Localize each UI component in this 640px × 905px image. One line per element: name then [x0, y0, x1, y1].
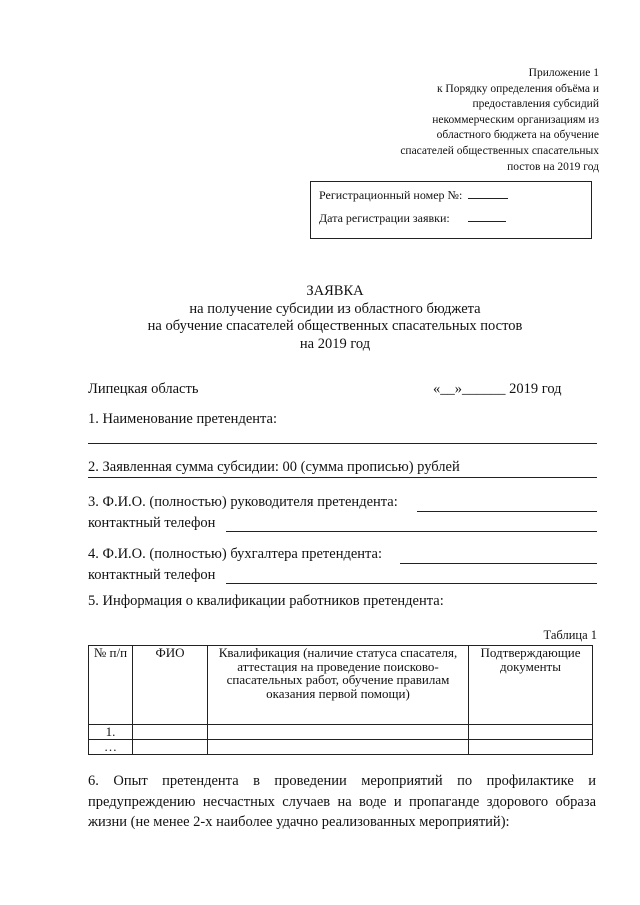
table-cell[interactable] — [469, 740, 593, 755]
table-cell: … — [89, 740, 133, 755]
place-text: Липецкая область — [88, 381, 199, 397]
item4-phone-blank[interactable] — [226, 583, 597, 584]
table-cell[interactable] — [469, 725, 593, 740]
appendix-line: предоставления субсидий — [472, 98, 599, 111]
registration-date-label: Дата регистрации заявки: — [319, 211, 450, 225]
table-row — [89, 740, 593, 755]
date-suffix: 2019 год — [505, 381, 562, 397]
title-line: на 2019 год — [299, 335, 371, 352]
date-prefix: «__»______ — [433, 381, 506, 397]
appendix-line: к Порядку определения объёма и — [436, 82, 599, 95]
header-qualification: Квалификация (наличие статуса спасателя, аттестация на проведение поисково-спасательных работ, обучение правилам оказания первой помощи) — [208, 646, 469, 725]
table-header-row — [89, 646, 593, 725]
item3-phone-blank[interactable] — [226, 531, 597, 532]
table-row — [89, 725, 593, 740]
table-caption: Таблица 1 — [543, 628, 597, 642]
header-number: № п/п — [89, 646, 133, 725]
appendix-reference — [299, 66, 599, 175]
registration-number-label: Регистрационный номер №: — [319, 188, 463, 202]
appendix-line: некоммерческим организациям из — [432, 113, 599, 126]
item4-blank[interactable] — [400, 563, 597, 564]
title-heading: ЗАЯВКА — [306, 283, 364, 299]
item2-label: 2. Заявленная сумма субсидии: 00 (сумма прописью) рублей — [88, 459, 460, 475]
title-line: на обучение спасателей общественных спасательных постов — [147, 318, 523, 335]
appendix-line: Приложение 1 — [528, 67, 599, 79]
item1-blank[interactable] — [88, 443, 597, 444]
header-documents: Подтверждающие документы — [469, 646, 593, 725]
item2-underline — [88, 477, 597, 478]
item6-paragraph: 6. Опыт претендента в проведении мероприятий по профилактике и предупреждению несчастных случаев на воде и пропаганде здорового образа жизни (не менее 2-х наиболее удачно реализованных мероприятий): — [88, 773, 596, 830]
title-line: на получение субсидии из областного бюджета — [189, 300, 481, 317]
appendix-line: спасателей общественных спасательных — [400, 144, 599, 157]
header-fio: ФИО — [133, 646, 208, 725]
document-title — [80, 283, 590, 353]
registration-number-row — [319, 188, 583, 211]
table-cell[interactable] — [133, 725, 208, 740]
registration-box — [310, 181, 592, 239]
item3-blank[interactable] — [417, 511, 597, 512]
table-cell[interactable] — [208, 740, 469, 755]
registration-number-blank[interactable] — [468, 188, 508, 199]
item1-label: 1. Наименование претендента: — [88, 411, 277, 427]
registration-date-blank[interactable] — [468, 211, 506, 222]
appendix-line: областного бюджета на обучение — [436, 129, 599, 142]
item5-label: 5. Информация о квалификации работников претендента: — [88, 593, 444, 609]
item4-phone-label: контактный телефон — [88, 567, 216, 583]
item4-label: 4. Ф.И.О. (полностью) бухгалтера претендента: — [88, 546, 383, 562]
date-text — [433, 381, 562, 398]
item3-phone-label: контактный телефон — [88, 515, 216, 531]
table-cell: 1. — [89, 725, 133, 740]
appendix-line: постов на 2019 год — [507, 160, 599, 173]
registration-date-row — [319, 211, 583, 234]
item3-label: 3. Ф.И.О. (полностью) руководителя претендента: — [88, 494, 398, 510]
qualification-table — [88, 645, 593, 755]
table-cell[interactable] — [208, 725, 469, 740]
table-cell[interactable] — [133, 740, 208, 755]
